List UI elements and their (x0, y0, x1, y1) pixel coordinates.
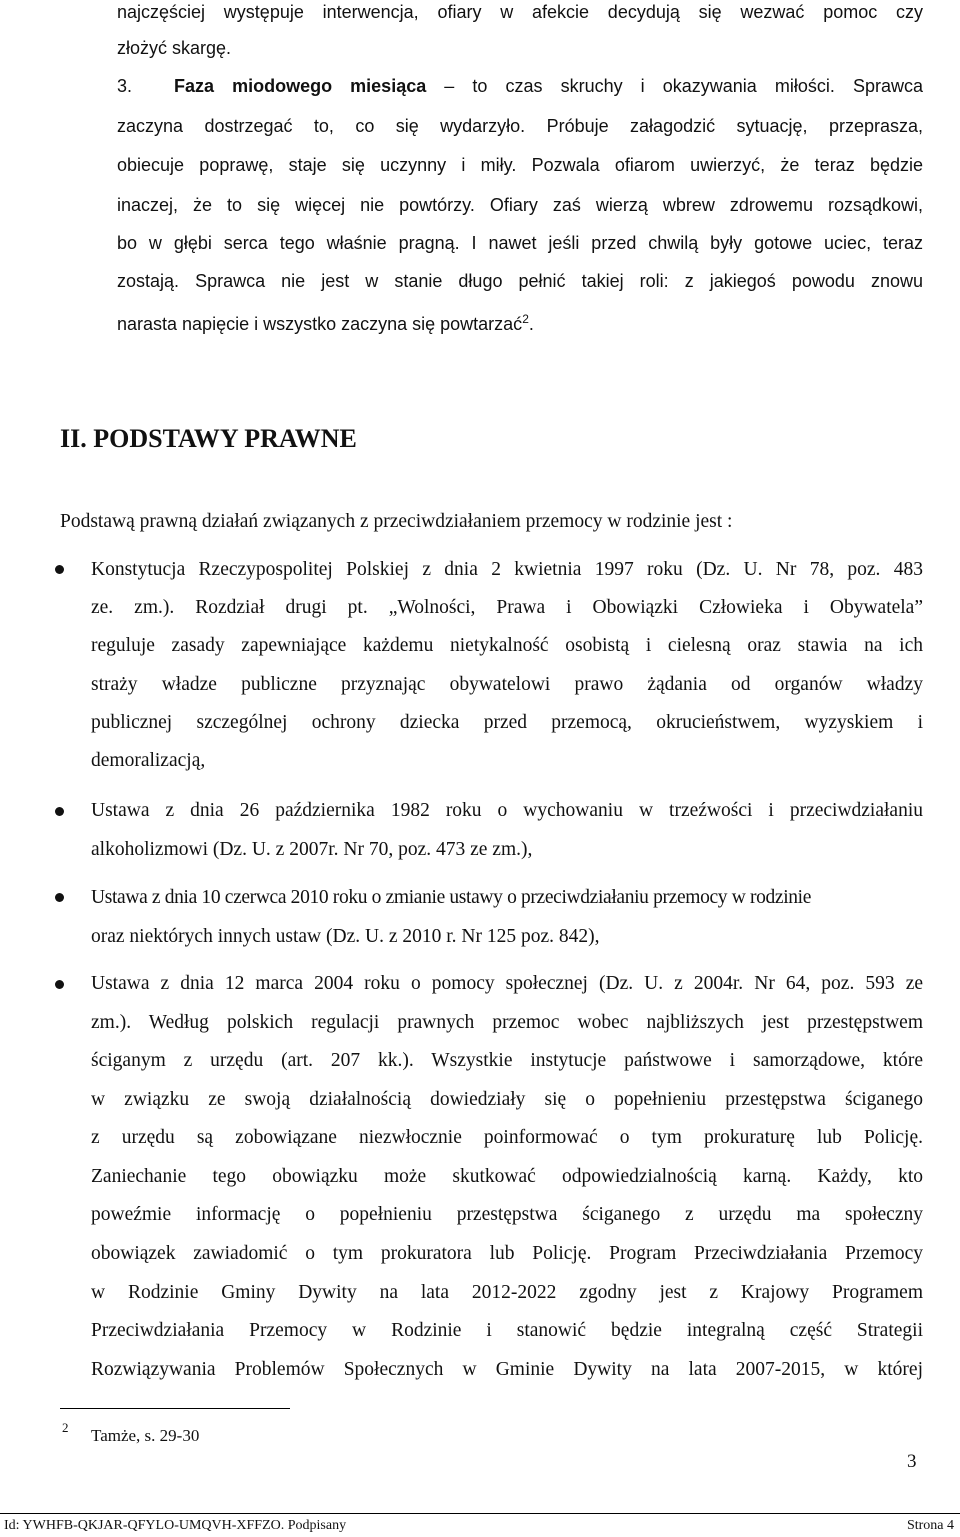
bullet-dot (55, 807, 64, 816)
section-heading: II. PODSTAWY PRAWNE (60, 424, 357, 453)
bullet-2-line: alkoholizmowi (Dz. U. z 2007r. Nr 70, poz. 473 ze zm.), (91, 839, 533, 860)
footnote-reference[interactable]: 2 (522, 312, 529, 326)
page-number: 3 (907, 1451, 917, 1472)
phase-3-line (117, 74, 923, 98)
bullet-1-line: demoralizacją, (91, 750, 206, 771)
bullet-1-line: ze. zm.). Rozdział drugi pt. „Wolności, Prawa i Obowiązki Człowieka i Obywatela” (91, 597, 923, 618)
phase-title: Faza miodowego miesiąca (174, 76, 427, 96)
bullet-4-line: Rozwiązywania Problemów Społecznych w Gminie Dywity na lata 2007-2015, w której (91, 1359, 923, 1380)
paragraph-end: . (528, 314, 534, 334)
bullet-1-line: reguluje zasady zapewniające każdemu nietykalność osobistą i cielesną oraz stawia na ich (91, 635, 923, 656)
bullet-dot (55, 980, 64, 989)
phase-description: – to czas skruchy i okazywania miłości. Sprawca (426, 76, 923, 96)
bullet-4-line: zm.). Według polskich regulacji prawnych przemoc wobec najbliższych jest przestępstwem (91, 1012, 923, 1033)
paragraph-line: bo w głębi serca tego właśnie pragną. I nawet jeśli przed chwilą były gotowe uciec, teraz (117, 233, 923, 253)
bullet-4-line: obowiązek zawiadomić o tym prokuratora lub Policję. Program Przeciwdziałania Przemocy (91, 1243, 923, 1264)
bullet-4-line: ściganym z urzędu (art. 207 kk.). Wszystkie instytucje państwowe i samorządowe, które (91, 1050, 923, 1071)
paragraph-line: zaczyna dostrzegać to, co się wydarzyło. Próbuje załagodzić sytuację, przeprasza, (117, 116, 923, 136)
bullet-dot (55, 893, 64, 902)
bullet-1-line: straży władze publiczne przyznając obywatelowi prawo żądania od organów władzy (91, 674, 923, 695)
paragraph-line: złożyć skargę. (117, 38, 232, 58)
paragraph-line (117, 307, 534, 336)
bullet-4-line: z urzędu są zobowiązane niezwłocznie poinformować o tym prokuraturę lub Policję. (91, 1127, 923, 1148)
bullet-4-line: Ustawa z dnia 12 marca 2004 roku o pomocy społecznej (Dz. U. z 2004r. Nr 64, poz. 593 ze (91, 973, 923, 994)
bullet-4-line: Zaniechanie tego obowiązku może skutkować odpowiedzialnością karną. Każdy, kto (91, 1166, 923, 1187)
paragraph-line: inaczej, że to się więcej nie powtórzy. Ofiary zaś wierzą wbrew zdrowemu rozsądkowi, (117, 195, 923, 215)
paragraph-line: najczęściej występuje interwencja, ofiary w afekcie decydują się wezwać pomoc czy (117, 2, 923, 22)
phase-number: 3. (117, 76, 133, 96)
bullet-1-line: Konstytucja Rzeczypospolitej Polskiej z dnia 2 kwietnia 1997 roku (Dz. U. Nr 78, poz. 483 (91, 559, 923, 580)
bullet-3-line: oraz niektórych innych ustaw (Dz. U. z 2010 r. Nr 125 poz. 842), (91, 926, 600, 947)
page-label: Strona 4 (906, 1518, 954, 1533)
bullet-4-line: poweźmie informację o popełnieniu przestępstwa ściganego z urzędu ma społeczny (91, 1204, 923, 1225)
bullet-2-line: Ustawa z dnia 26 października 1982 roku o wychowaniu w trzeźwości i przeciwdziałaniu (91, 800, 923, 821)
paragraph-text: narasta napięcie i wszystko zaczyna się powtarzać (117, 314, 523, 334)
bullet-4-line: w związku ze swoją działalnością dowiedziały się o popełnieniu przestępstwa ściganego (91, 1089, 923, 1110)
intro-text: Podstawą prawną działań związanych z przeciwdziałaniem przemocy w rodzinie jest : (60, 511, 733, 532)
footer (4, 1518, 954, 1534)
footnote-separator (60, 1408, 290, 1409)
footer-separator (0, 1513, 960, 1514)
footnote-text: Tamże, s. 29-30 (91, 1426, 200, 1445)
bullet-4-line: w Rodzinie Gminy Dywity na lata 2012-2022 zgodny jest z Krajowy Programem (91, 1282, 923, 1303)
paragraph-line: zostają. Sprawca nie jest w stanie długo pełnić takiej roli: z jakiegoś powodu znowu (117, 271, 923, 291)
document-id: Id: YWHFB-QKJAR-QFYLO-UMQVH-XFFZO. Podpisany (4, 1518, 347, 1533)
bullet-dot (55, 565, 64, 574)
bullet-4-line: Przeciwdziałania Przemocy w Rodzinie i stanowić będzie integralną część Strategii (91, 1320, 923, 1341)
paragraph-line: obiecuje poprawę, staje się uczynny i miły. Pozwala ofiarom uwierzyć, że teraz będzie (117, 155, 923, 175)
bullet-1-line: publicznej szczególnej ochrony dziecka przed przemocą, okrucieństwem, wyzyskiem i (91, 712, 923, 733)
footnote-number: 2 (62, 1420, 69, 1435)
bullet-3-line: Ustawa z dnia 10 czerwca 2010 roku o zmianie ustawy o przeciwdziałaniu przemocy w rodzinie (91, 887, 812, 908)
